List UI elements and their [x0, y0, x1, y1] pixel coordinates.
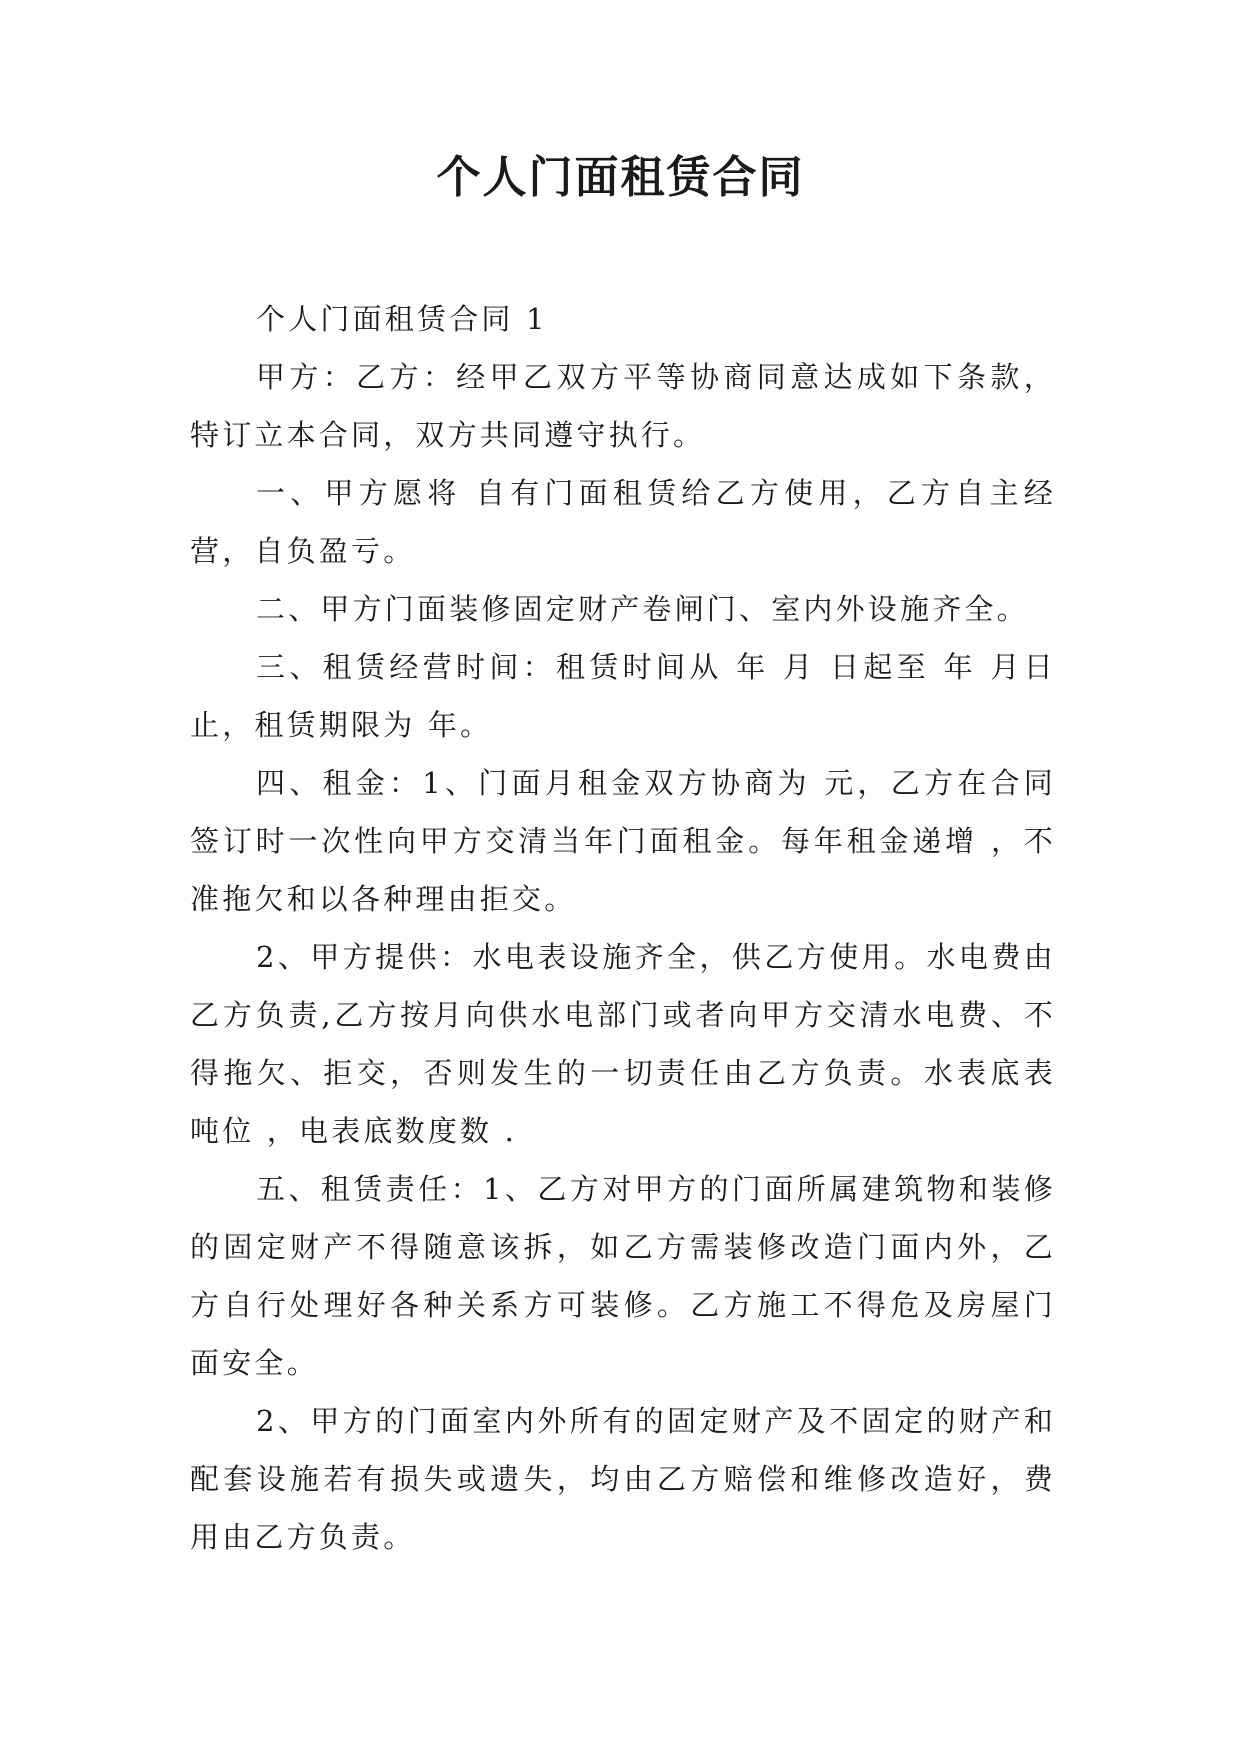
- paragraph-clause-3: 三、租赁经营时间：租赁时间从 年 月 日起至 年 月日止，租赁期限为 年。: [190, 650, 1056, 742]
- paragraph-parties: 甲方：乙方：经甲乙双方平等协商同意达成如下条款，特订立本合同，双方共同遵守执行。: [190, 360, 1056, 452]
- paragraph-clause-4-2: 2、甲方提供：水电表设施齐全，供乙方使用。水电费由乙方负责,乙方按月向供水电部门或者向甲方交清水电费、不得拖欠、拒交，否则发生的一切责任由乙方负责。水表底表吨位 ，电表底数度数 .: [190, 940, 1056, 1148]
- paragraph-clause-5: 五、租赁责任：1、乙方对甲方的门面所属建筑物和装修的固定财产不得随意该拆，如乙方需装修改造门面内外，乙方自行处理好各种关系方可装修。乙方施工不得危及房屋门面安全。: [190, 1172, 1056, 1380]
- document-body: [190, 290, 1056, 1566]
- paragraph-clause-1: 一、甲方愿将 自有门面租赁给乙方使用，乙方自主经营，自负盈亏。: [190, 476, 1056, 568]
- paragraph-clause-4: 四、租金：1、门面月租金双方协商为 元，乙方在合同签订时一次性向甲方交清当年门面租金。每年租金递增 ，不准拖欠和以各种理由拒交。: [190, 766, 1056, 916]
- paragraph-clause-5-2: 2、甲方的门面室内外所有的固定财产及不固定的财产和配套设施若有损失或遗失，均由乙方赔偿和维修改造好，费用由乙方负责。: [190, 1404, 1056, 1554]
- paragraph-clause-2: 二、甲方门面装修固定财产卷闸门、室内外设施齐全。: [256, 592, 1029, 626]
- document-title: 个人门面租赁合同: [436, 152, 805, 203]
- paragraph-heading: 个人门面租赁合同 1: [256, 302, 548, 336]
